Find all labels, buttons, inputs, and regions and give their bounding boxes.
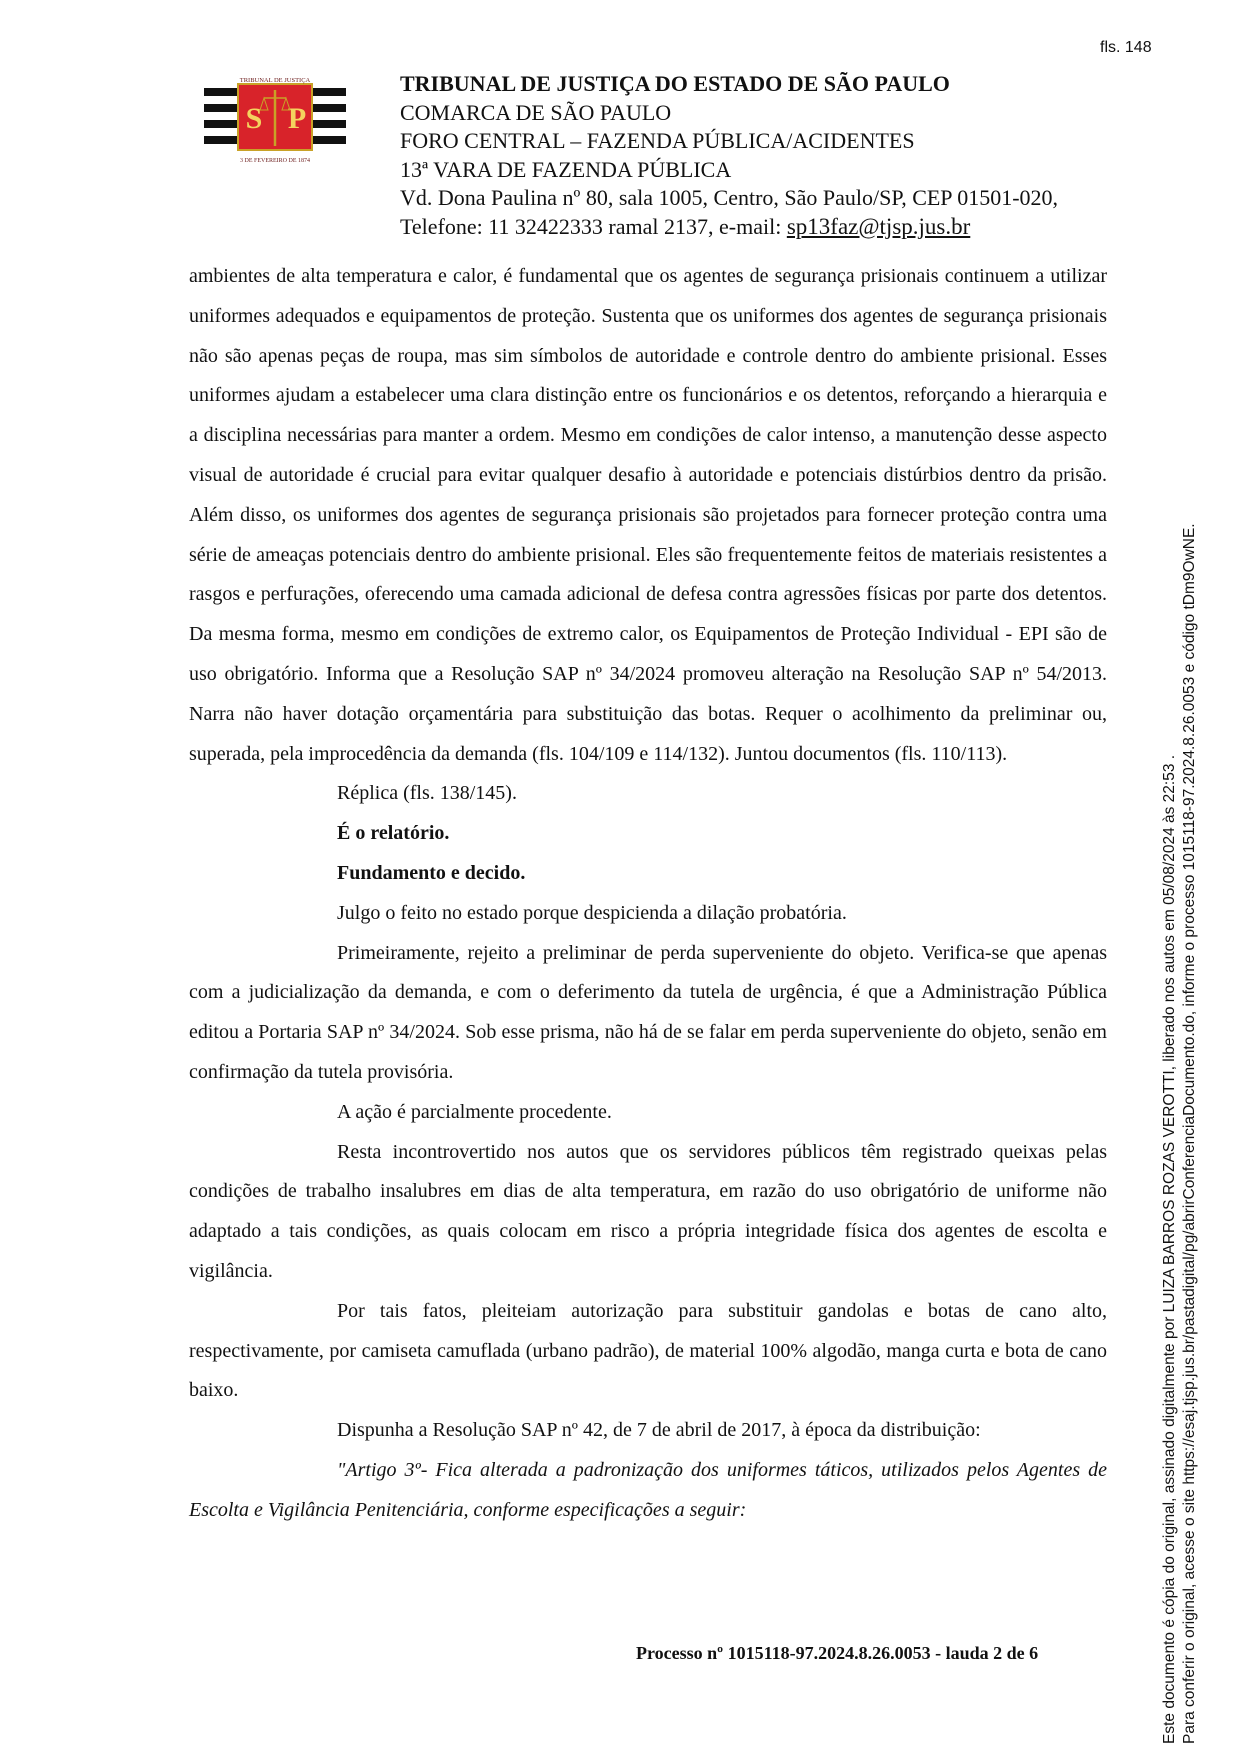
paragraph: Por tais fatos, pleiteiam autorização para substituir gandolas e botas de cano alto, respectivamente, por camiseta camuflada (urbano padrão), de material 100% algodão, manga curta e bota de cano baixo. <box>189 1299 1107 1402</box>
section-heading: Fundamento e decido. <box>337 861 526 884</box>
court-name: TRIBUNAL DE JUSTIÇA DO ESTADO DE SÃO PAULO <box>400 71 950 96</box>
court-address: Vd. Dona Paulina nº 80, sala 1005, Centro, São Paulo/SP, CEP 01501-020, <box>400 185 1059 210</box>
page-count: - lauda 2 de 6 <box>935 1643 1039 1663</box>
logo-letter-s: S <box>245 102 263 135</box>
quoted-article: "Artigo 3º- Fica alterada a padronização dos uniformes táticos, utilizados pelos Agentes de Escolta e Vigilância Penitenciária, conforme especificações a seguir: <box>189 1458 1107 1521</box>
process-number: Processo nº 1015118-97.2024.8.26.0053 <box>636 1643 931 1663</box>
paragraph: Resta incontrovertido nos autos que os servidores públicos têm registrado queixas pelas condições de trabalho insalubres em dias de alta temperatura, em razão do uso obrigatório de uniforme não adaptado a tais condições, as quais colocam em risco a própria integridade física dos agentes de escolta e vigilância. <box>189 1140 1107 1282</box>
tjsp-seal-icon <box>204 76 346 172</box>
paragraph: Dispunha a Resolução SAP nº 42, de 7 de abril de 2017, à época da distribuição: <box>337 1419 981 1442</box>
section-heading: É o relatório. <box>337 822 450 845</box>
paragraph: ambientes de alta temperatura e calor, é fundamental que os agentes de segurança prisionais continuem a utilizar uniformes adequados e equipamentos de proteção. Sustenta que os uniformes dos agentes de segurança prisionais não são apenas peças de roupa, mas sim símbolos de autoridade e controle dentro do ambiente prisional. Esses uniformes ajudam a estabelecer uma clara distinção entre os funcionários e os detentos, reforçando a hierarquia e a disciplina necessárias para manter a ordem. Mesmo em condições de calor intenso, a manutenção desse aspecto visual de autoridade é crucial para evitar qualquer desafio à autoridade e potenciais distúrbios dentro da prisão. Além disso, os uniformes dos agentes de segurança prisionais são projetados para fornecer proteção contra uma série de ameaças potenciais dentro do ambiente prisional. Eles são frequentemente feitos de materiais resistentes a rasgos e perfurações, oferecendo uma camada adicional de defesa contra agressões físicas por parte dos detentos. Da mesma forma, mesmo em condições de extremo calor, os Equipamentos de Proteção Individual - EPI são de uso obrigatório. Informa que a Resolução SAP nº 34/2024 promoveu alteração na Resolução SAP nº 54/2013. Narra não haver dotação orçamentária para substituição das botas. Requer o acolhimento da preliminar ou, superada, pela improcedência da demanda (fls. 104/109 e 114/132). Juntou documentos (fls. 110/113). <box>189 265 1107 765</box>
document-body <box>189 257 1107 1531</box>
digital-signature-stamp <box>1160 254 1200 1744</box>
signature-line: Este documento é cópia do original, assinado digitalmente por LUIZA BARROS ROZAS VEROTTI, liberado nos autos em 05/08/2024 às 22:53 . <box>1161 754 1178 1744</box>
verification-line: Para conferir o original, acesse o site https://esaj.tjsp.jus.br/pastadigital/pg/abrirConferenciaDocumento.do, informe o processo 1015118-97.2024.8.26.0053 e código tDm9OwNE. <box>1181 523 1198 1744</box>
page-footer <box>636 1643 1038 1664</box>
vara: 13ª VARA DE FAZENDA PÚBLICA <box>400 156 732 182</box>
paragraph: Réplica (fls. 138/145). <box>337 782 517 805</box>
court-phone: Telefone: 11 32422333 ramal 2137, e-mail: <box>400 213 787 239</box>
page-number: fls. 148 <box>1100 39 1152 56</box>
paragraph: Primeiramente, rejeito a preliminar de perda superveniente do objeto. Verifica-se que apenas com a judicialização da demanda, e com o deferimento da tutela de urgência, é que a Administração Pública editou a Portaria SAP nº 34/2024. Sob esse prisma, não há de se falar em perda superveniente do objeto, senão em confirmação da tutela provisória. <box>189 941 1107 1083</box>
comarca: COMARCA DE SÃO PAULO <box>400 99 672 125</box>
svg-text:3 DE FEVEREIRO DE 1874: 3 DE FEVEREIRO DE 1874 <box>240 158 310 164</box>
logo-letter-p: P <box>287 102 307 135</box>
paragraph: A ação é parcialmente procedente. <box>337 1100 612 1123</box>
document-header <box>204 70 1124 250</box>
paragraph: Julgo o feito no estado porque despicienda a dilação probatória. <box>337 901 847 924</box>
foro: FORO CENTRAL – FAZENDA PÚBLICA/ACIDENTES <box>400 128 915 153</box>
court-identification <box>400 70 1058 241</box>
court-contact <box>400 213 1058 242</box>
svg-text:TRIBUNAL DE JUSTIÇA: TRIBUNAL DE JUSTIÇA <box>239 77 311 84</box>
court-email-link[interactable]: sp13faz@tjsp.jus.br <box>786 213 971 239</box>
